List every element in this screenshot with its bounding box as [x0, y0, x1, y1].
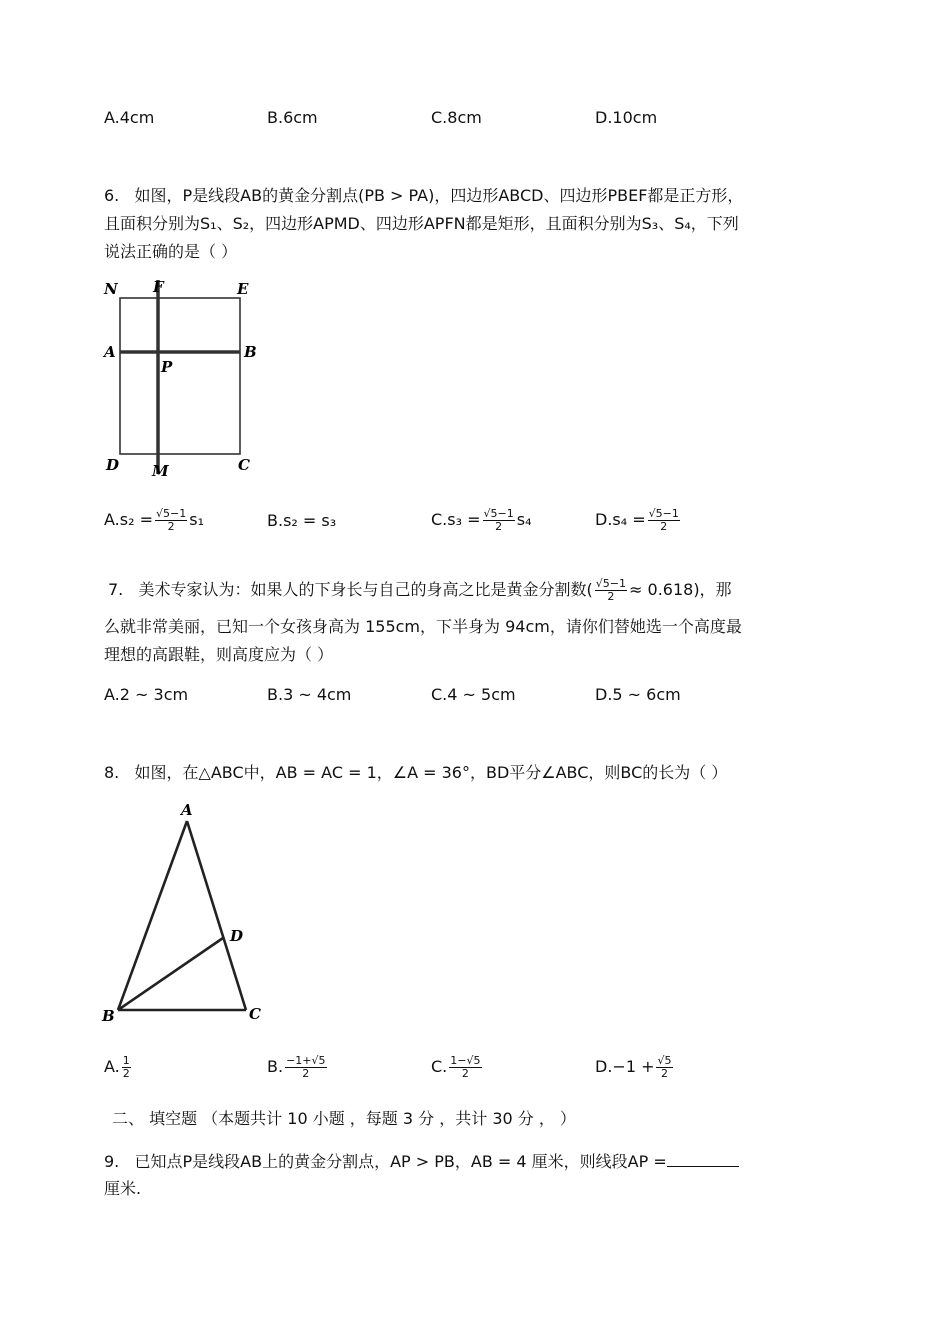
q9-answer-blank[interactable] — [667, 1150, 739, 1167]
q6-option-d: D.s₄ = $\frac{√5-1}{2}$ — [595, 507, 679, 533]
q9-line-1 — [104, 1150, 739, 1173]
q8-option-c-fraction: $\frac{1-√5}{2}$ — [450, 1054, 481, 1080]
q6-option-a-fraction: $\frac{√5-1}{2}$ — [156, 507, 187, 533]
q7-number: 7. — [108, 580, 124, 599]
q6-option-c: C.s₃ = $\frac{√5-1}{2}$ s₄ — [431, 507, 532, 533]
q6-label-a: A — [104, 343, 116, 361]
q6-figure — [100, 276, 262, 478]
q8-label-b: B — [102, 1007, 115, 1025]
section-2-heading: 二、 填空题 （本题共计 10 小题 ，每题 3 分 ，共计 30 分 ， ） — [112, 1109, 576, 1128]
q8-side-ac — [187, 821, 246, 1010]
q6-line-3: 说法正确的是（ ） — [104, 242, 238, 261]
q8-figure — [100, 797, 270, 1027]
q6-option-b: B.s₂ = s₃ — [267, 511, 337, 530]
q8-label-c: C — [249, 1005, 261, 1023]
q9-text: 已知点P是线段AB上的黄金分割点，AP > PB，AB = 4 厘米，则线段AP = — [134, 1152, 667, 1171]
q6-label-c: C — [238, 456, 250, 474]
q6-line-2: 且面积分别为S₁、S₂，四边形APMD、四边形APFN都是矩形，且面积分别为S₃、S₄，下列 — [104, 214, 739, 233]
q9-line-2: 厘米. — [104, 1179, 142, 1198]
q7-line-1: 7. 美术专家认为：如果人的下身长与自己的身高之比是黄金分割数( $\frac{√5-1}{2}$ ≈ 0.618)，那 — [108, 577, 732, 603]
q8-label-a: A — [181, 801, 193, 819]
q6-label-f: F — [153, 278, 164, 296]
q8-number: 8. — [104, 763, 120, 782]
q7-option-b: B.3 ~ 4cm — [267, 685, 352, 704]
q8-label-d: D — [230, 927, 244, 945]
q5-option-d: D.10cm — [595, 108, 658, 127]
q6-label-b: B — [244, 343, 257, 361]
q9-number: 9. — [104, 1152, 120, 1171]
q6-label-e: E — [237, 280, 249, 298]
q8-option-c: C. $\frac{1-√5}{2}$ — [431, 1054, 481, 1080]
q6-label-d: D — [106, 456, 120, 474]
q8-option-d: D.−1 + $\frac{√5}{2}$ — [595, 1054, 672, 1080]
q7-option-a: A.2 ~ 3cm — [104, 685, 189, 704]
q7-line-2: 么就非常美丽，已知一个女孩身高为 155cm，下半身为 94cm，请你们替她选一个高度最 — [104, 617, 742, 636]
q6-label-m: M — [152, 462, 169, 478]
q8-side-ab — [118, 821, 187, 1010]
q8-line — [104, 762, 727, 784]
q6-option-a: A.s₂ = $\frac{√5-1}{2}$ s₁ — [104, 507, 204, 533]
q5-option-b: B.6cm — [267, 108, 318, 127]
q6-line-1 — [104, 185, 743, 207]
q8-option-a: A. $\frac{1}{2}$ — [104, 1054, 130, 1080]
q6-option-c-fraction: $\frac{√5-1}{2}$ — [483, 507, 514, 533]
q8-text: 如图，在△ABC中，AB = AC = 1，∠A = 36°，BD平分∠ABC，则BC的长为（ ） — [134, 763, 728, 782]
q8-option-d-fraction: $\frac{√5}{2}$ — [657, 1054, 672, 1080]
q7-option-d: D.5 ~ 6cm — [595, 685, 681, 704]
q8-option-a-fraction: $\frac{1}{2}$ — [122, 1054, 130, 1080]
q7-fraction: $\frac{√5-1}{2}$ — [595, 577, 627, 603]
q7-option-c: C.4 ~ 5cm — [431, 685, 516, 704]
q6-label-p: P — [161, 358, 173, 376]
q6-outer-rect — [120, 298, 240, 454]
q8-option-b-fraction: $\frac{-1+√5}{2}$ — [286, 1054, 326, 1080]
q7-line-3: 理想的高跟鞋，则高度应为（ ） — [104, 645, 334, 664]
q8-bisector-bd — [118, 938, 223, 1010]
q5-option-c: C.8cm — [431, 108, 482, 127]
q6-label-n: N — [104, 280, 118, 298]
q6-option-d-fraction: $\frac{√5-1}{2}$ — [648, 507, 679, 533]
q8-option-b: B. $\frac{-1+√5}{2}$ — [267, 1054, 326, 1080]
q5-option-a: A.4cm — [104, 108, 155, 127]
q6-text-1: 如图，P是线段AB的黄金分割点(PB > PA)，四边形ABCD、四边形PBEF都是正方形， — [134, 186, 744, 205]
q6-number: 6. — [104, 186, 120, 205]
